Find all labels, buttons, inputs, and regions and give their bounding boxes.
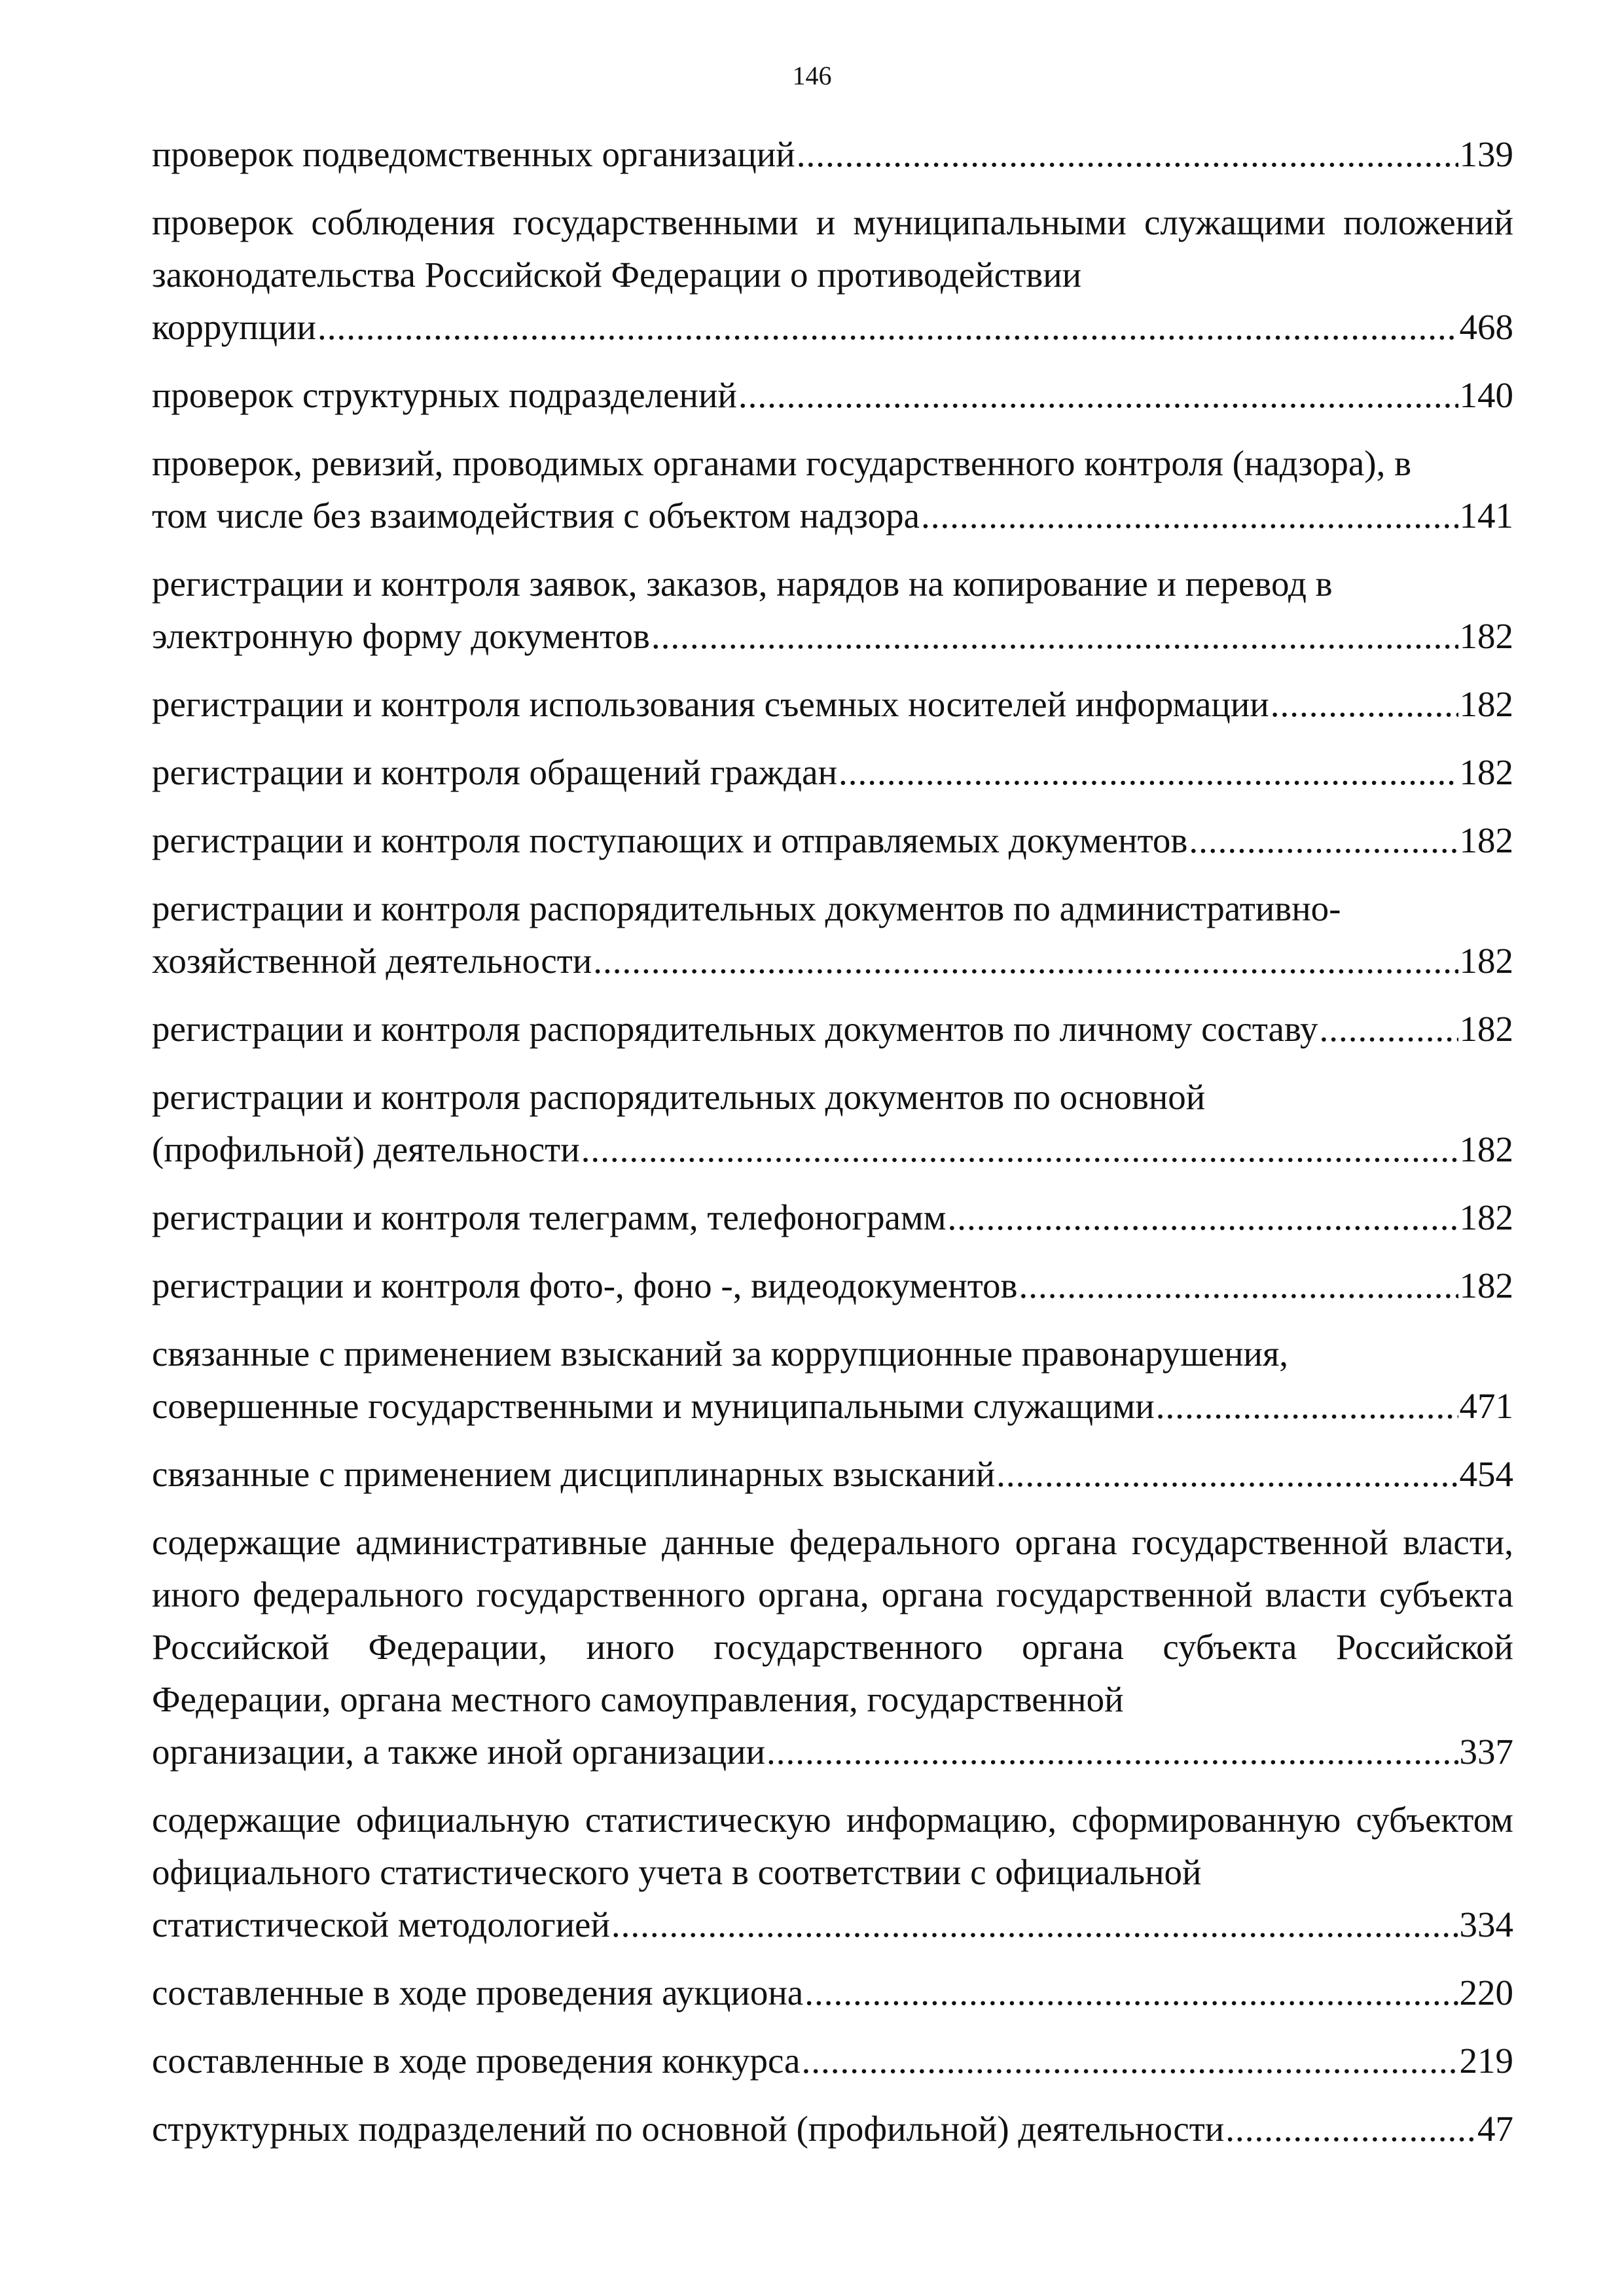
dot-leader [581,1123,1458,1176]
index-entry-term: регистрации и контроля обращений граждан [152,752,838,792]
index-entry-text: регистрации и контроля распорядительных документов по административно- [152,888,1341,928]
index-entry-page-ref: 139 [1459,134,1513,174]
index-entry-term: совершенные государственными и муниципальными служащими [152,1386,1155,1426]
index-entry-text: проверок, ревизий, проводимых органами государственного контроля (надзора), в [152,443,1412,483]
index-entry-page-ref: 182 [1459,941,1513,981]
index-entry [152,1260,1513,1312]
dot-leader [1019,1260,1458,1312]
index-entry-last-line [152,935,1513,987]
index-entry-term: коррупции [152,307,316,347]
index-entry-last-line [152,1192,1513,1244]
index-entry-term: проверок структурных подразделений [152,375,737,415]
dot-leader [996,1448,1458,1501]
index-entry [152,1328,1513,1432]
index-entry-page-ref: 182 [1459,1197,1513,1237]
index-entry-term: регистрации и контроля использования съемных носителей информации [152,684,1269,724]
index-entry-last-line [152,746,1513,799]
index-entry-text: регистрации и контроля распорядительных документов по основной [152,1077,1206,1117]
index-entry [152,1192,1513,1244]
index-entry-page-ref: 454 [1459,1454,1513,1494]
index-entry-last-line [152,1726,1513,1778]
dot-leader [767,1726,1458,1778]
index-entry-last-line [152,301,1513,354]
index-entry-page-ref: 182 [1459,1266,1513,1305]
index-entry-page-ref: 140 [1459,375,1513,415]
index-entry-page-ref: 182 [1459,1129,1513,1169]
index-entry [152,1967,1513,2019]
index-entry-last-line [152,1967,1513,2019]
index-entry [152,369,1513,422]
index-entry [152,128,1513,181]
dot-leader [804,1967,1458,2019]
page-number: 146 [792,61,832,90]
dot-leader [611,1899,1458,1951]
index-entry-term: структурных подразделений по основной (профильной) деятельности [152,2109,1225,2149]
index-entry [152,883,1513,987]
index-entry-page-ref: 47 [1477,2109,1513,2149]
index-entry-term: регистрации и контроля фото-, фоно -, видеодокументов [152,1266,1018,1305]
index-entry-last-line [152,1260,1513,1312]
index-entry-term: организации, а также иной организации [152,1732,766,1772]
dot-leader [921,490,1458,542]
dot-leader [1225,2103,1476,2155]
index-entry-term: регистрации и контроля распорядительных документов по личному составу [152,1009,1318,1049]
index-entry-text: проверок соблюдения государственными и муниципальными служащими положений законодательства Российской Федерации о противодействии [152,202,1513,295]
index-entry-term: хозяйственной деятельности [152,941,592,981]
dot-leader [317,301,1458,354]
index-entry [152,1516,1513,1778]
index-entry-term: составленные в ходе проведения аукциона [152,1973,804,2013]
index-entry [152,1794,1513,1951]
index-entry [152,746,1513,799]
index-entry [152,1448,1513,1501]
index-entry-last-line [152,1448,1513,1501]
index-entry [152,437,1513,542]
index-entry-text: связанные с применением взысканий за коррупционные правонарушения, [152,1334,1289,1374]
index-entry-last-line [152,128,1513,181]
index-entry-page-ref: 182 [1459,616,1513,656]
index-entry [152,2035,1513,2087]
index-entry-text: регистрации и контроля заявок, заказов, нарядов на копирование и перевод в [152,564,1333,604]
index-entry-page-ref: 219 [1459,2041,1513,2081]
index-entry-text: содержащие официальную статистическую информацию, сформированную субъектом официального статистического учета в соответствии с официальной [152,1800,1513,1892]
dot-leader [1320,1003,1458,1055]
dot-leader [738,369,1458,422]
index-entry-last-line [152,678,1513,731]
dot-leader [651,610,1458,663]
index-entry-page-ref: 182 [1459,1009,1513,1049]
dot-leader [1271,678,1458,731]
dot-leader [801,2035,1458,2087]
index-entry-page-ref: 182 [1459,752,1513,792]
index-entry-last-line [152,610,1513,663]
index-entry-last-line [152,1899,1513,1951]
dot-leader [1189,814,1458,867]
index-entry-last-line [152,1003,1513,1055]
index-entry-last-line [152,1380,1513,1432]
index-entry-last-line [152,369,1513,422]
index-entry-page-ref: 220 [1459,1973,1513,2013]
dot-leader [839,746,1458,799]
index-entry [152,1003,1513,1055]
dot-leader [797,128,1458,181]
index-entry-term: (профильной) деятельности [152,1129,580,1169]
index-entry [152,1071,1513,1176]
index-entry [152,558,1513,663]
index-entry-last-line [152,2103,1513,2155]
index-entry-term: составленные в ходе проведения конкурса [152,2041,801,2081]
index-entry-page-ref: 182 [1459,820,1513,860]
index-entry-page-ref: 337 [1459,1732,1513,1772]
index-entry-term: проверок подведомственных организаций [152,134,795,174]
index-entry [152,814,1513,867]
index-entry-last-line [152,2035,1513,2087]
index-entry-page-ref: 141 [1459,496,1513,536]
index-entry [152,196,1513,354]
index-entry-term: электронную форму документов [152,616,650,656]
index-entry-page-ref: 334 [1459,1904,1513,1944]
index-entry-term: том числе без взаимодействия с объектом надзора [152,496,920,536]
index-entry-page-ref: 182 [1459,684,1513,724]
index-list [152,128,1513,2171]
index-entry-page-ref: 471 [1459,1386,1513,1426]
dot-leader [948,1192,1458,1244]
index-entry-term: статистической методологией [152,1904,610,1944]
index-entry-term: связанные с применением дисциплинарных взысканий [152,1454,996,1494]
index-entry-term: регистрации и контроля телеграмм, телефонограмм [152,1197,947,1237]
index-entry-term: регистрации и контроля поступающих и отправляемых документов [152,820,1188,860]
index-entry [152,2103,1513,2155]
index-entry-last-line [152,814,1513,867]
dot-leader [1156,1380,1458,1432]
index-entry-page-ref: 468 [1459,307,1513,347]
index-entry-last-line [152,490,1513,542]
index-entry [152,678,1513,731]
index-entry-last-line [152,1123,1513,1176]
index-entry-text: содержащие административные данные федерального органа государственной власти, иного федерального государственного органа, органа государственной власти субъекта Российской Федерации, иного государственного органа субъекта Российской Федерации, органа местного самоуправления, государственной [152,1522,1513,1719]
dot-leader [593,935,1458,987]
